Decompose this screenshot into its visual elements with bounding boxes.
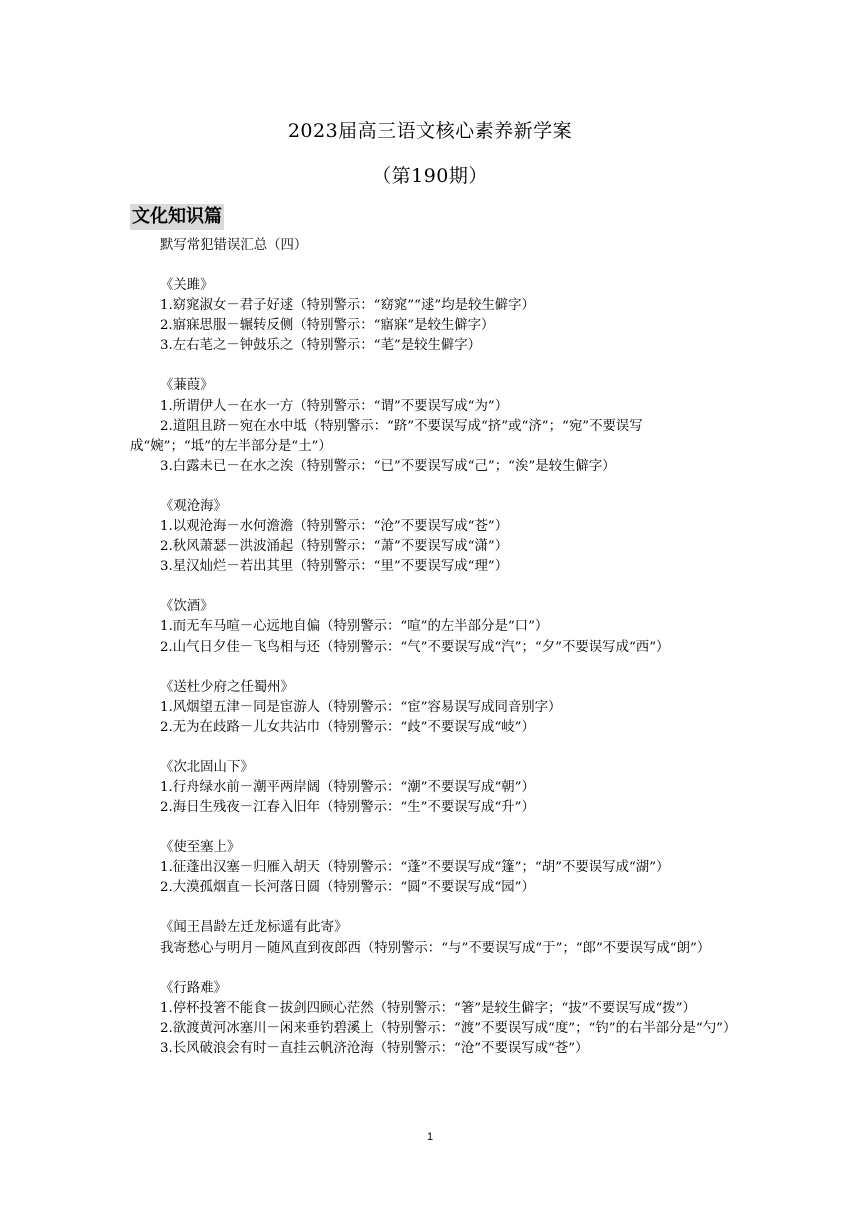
poem-line: 2.大漠孤烟直－长河落日圆（特别警示：“圆”不要误写成“园”） <box>160 880 535 896</box>
poem-line: 1.停杯投箸不能食－拔剑四顾心茫然（特别警示：“箸”是较生僻字；“拔”不要误写成“拨”） <box>160 1000 696 1016</box>
spacer <box>130 256 734 276</box>
poem-line: 1.行舟绿水前－潮平两岸阔（特别警示：“潮”不要误写成“朝”） <box>160 779 535 795</box>
spacer <box>130 356 734 376</box>
poem-title: 《送杜少府之任蜀州》 <box>160 679 294 695</box>
poem-title: 《观沧海》 <box>160 498 227 514</box>
spacer <box>130 818 734 838</box>
poem-line: 1.窈窕淑女－君子好逑（特别警示：“窈窕”“逑”均是较生僻字） <box>160 298 535 314</box>
poem-line: 3.白露未已－在水之涘（特别警示：“已”不要误写成“己”；“涘”是较生僻字） <box>160 458 616 474</box>
spacer <box>130 658 734 678</box>
poem-line: 2.山气日夕佳－飞鸟相与还（特别警示：“气”不要误写成“汽”；“夕”不要误写成“西”） <box>160 639 670 655</box>
document-body <box>130 236 737 1059</box>
poem-line: 1.所谓伊人－在水一方（特别警示：“谓”不要误写成“为”） <box>160 398 509 414</box>
poem-title: 《闻王昌龄左迁龙标遥有此寄》 <box>160 920 348 936</box>
poem-title: 《使至塞上》 <box>160 840 241 856</box>
poem-line: 1.而无车马喧－心远地自偏（特别警示：“喧”的左半部分是“口”） <box>160 619 549 635</box>
poem-title: 《行路难》 <box>160 980 227 996</box>
poem-line: 1.风烟望五津－同是宦游人（特别警示：“宦”容易误写成同音别字） <box>160 699 562 715</box>
spacer <box>130 577 734 597</box>
poem-title: 《饮酒》 <box>160 599 214 615</box>
poem-line: 3.长风破浪会有时－直挂云帆济沧海（特别警示：“沧”不要误写成“苍”） <box>160 1040 589 1056</box>
poem-line: 2.寤寐思服－辗转反侧（特别警示：“寤寐”是较生僻字） <box>160 318 495 334</box>
poem-line: 3.左右芼之－钟鼓乐之（特别警示：“芼”是较生僻字） <box>160 338 482 354</box>
spacer <box>130 738 734 758</box>
poem-line: 2.秋风萧瑟－洪波涌起（特别警示：“萧”不要误写成“潇”） <box>160 539 509 555</box>
poem-line: 1.以观沧海－水何澹澹（特别警示：“沧”不要误写成“苍”） <box>160 519 509 535</box>
poem-line: 1.征蓬出汉塞－归雁入胡天（特别警示：“蓬”不要误写成“篷”；“胡”不要误写成“湖”） <box>160 860 670 876</box>
poem-line: 3.星汉灿烂－若出其里（特别警示：“里”不要误写成“理”） <box>160 559 509 575</box>
spacer <box>130 959 734 979</box>
section-subtitle: 默写常犯错误汇总（四） <box>160 238 308 253</box>
page-number: 1 <box>426 1131 434 1143</box>
poem-title: 《蒹葭》 <box>160 378 214 394</box>
section-heading: 文化知识篇 <box>130 204 224 230</box>
spacer <box>130 898 734 918</box>
poem-line: 2.无为在歧路－儿女共沾巾（特别警示：“歧”不要误写成“岐”） <box>160 719 535 735</box>
poem-line: 2.道阻且跻－宛在水中坻（特别警示：“跻”不要误写成“挤”或“济”；“宛”不要误写成“婉”；“坻”的左半部分是“土”） <box>130 418 643 454</box>
poem-line: 2.海日生残夜－江春入旧年（特别警示：“生”不要误写成“升”） <box>160 800 535 816</box>
spacer <box>130 477 734 497</box>
document-title: 2023届高三语文核心素养新学案 <box>287 120 573 142</box>
poem-line: 2.欲渡黄河冰塞川－闲来垂钓碧溪上（特别警示：“渡”不要误写成“度”；“钓”的右半部分是“勺”） <box>160 1020 737 1036</box>
poem-line: 我寄愁心与明月－随风直到夜郎西（特别警示：“与”不要误写成“于”；“郎”不要误写成“朗”） <box>160 940 711 956</box>
poem-title: 《次北固山下》 <box>160 759 254 775</box>
poem-title: 《关雎》 <box>160 278 214 294</box>
issue-number: （第190期） <box>372 165 488 187</box>
